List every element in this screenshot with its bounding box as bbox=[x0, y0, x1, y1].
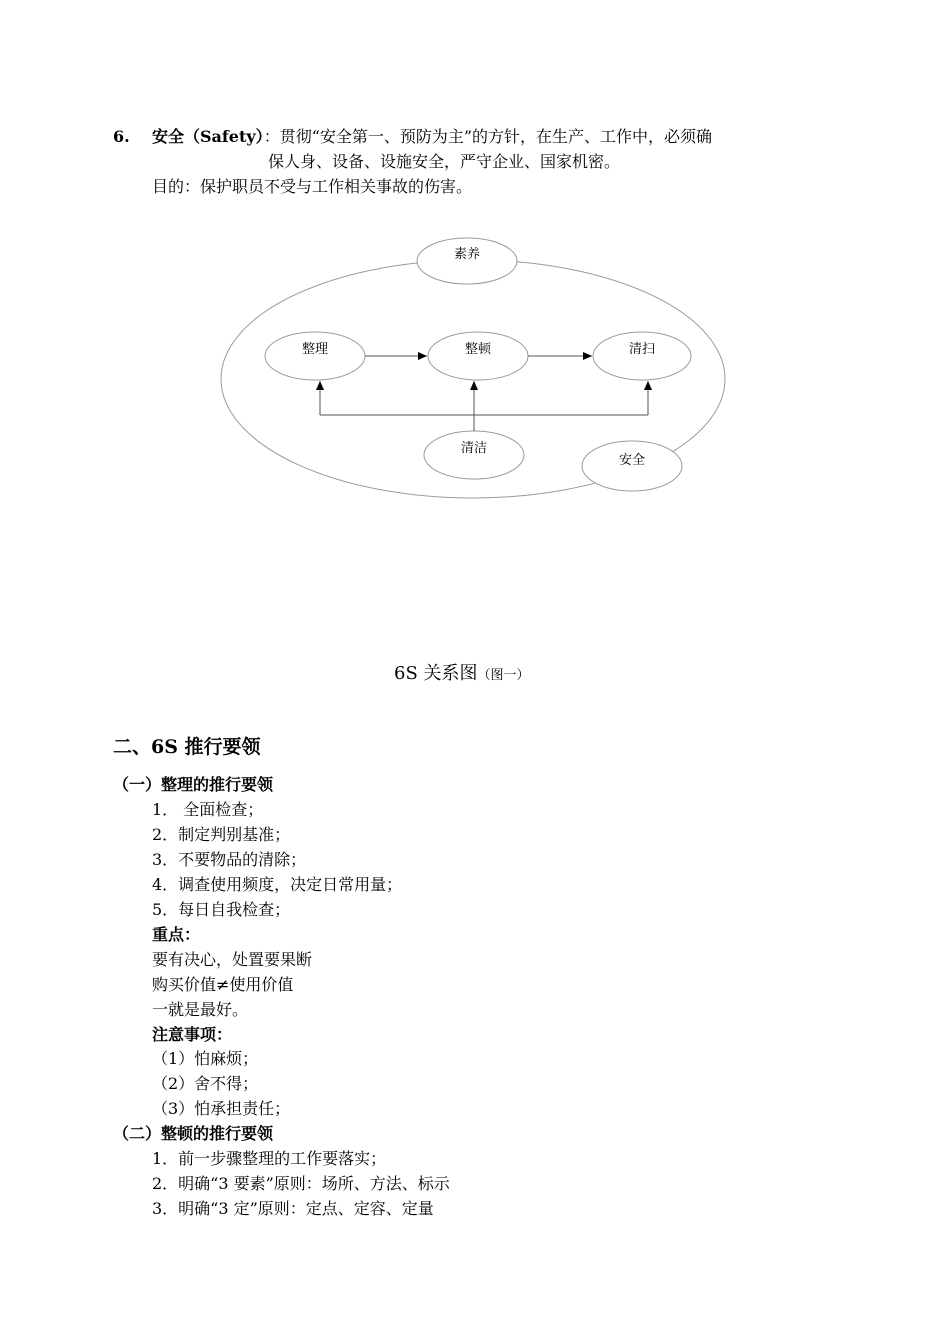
caption-sub: （图一） bbox=[477, 668, 530, 683]
section-desc-1: ：贯彻“安全第一、预防为主”的方针，在生产、工作中，必须确 bbox=[263, 127, 713, 146]
sub2-title: （二）整顿的推行要领 bbox=[113, 1124, 274, 1143]
sub1-item-1: 1． 全面检查； bbox=[152, 800, 264, 819]
label-anquan: 安全 bbox=[618, 453, 646, 468]
note-1: （1）怕麻烦； bbox=[152, 1049, 259, 1068]
6s-relationship-diagram bbox=[0, 0, 950, 620]
sub1-title: （一）整理的推行要领 bbox=[113, 775, 274, 794]
sub1-item-5: 5．每日自我检查； bbox=[152, 900, 291, 919]
sub1-item-3: 3．不要物品的清除； bbox=[152, 850, 307, 869]
sub1-item-2: 2．制定判别基准； bbox=[152, 825, 291, 844]
key-point-2: 购买价值≠使用价值 bbox=[152, 975, 294, 994]
sub2-item-1: 1．前一步骤整理的工作要落实； bbox=[152, 1149, 387, 1168]
label-qingjie: 清洁 bbox=[460, 441, 488, 456]
sub2-item-2: 2．明确“3 要素”原则：场所、方法、标示 bbox=[152, 1174, 450, 1193]
section-title: 安全（Safety） bbox=[152, 127, 264, 146]
caption-main: 6S 关系图 bbox=[394, 663, 478, 684]
key-point-1: 要有决心，处置要果断 bbox=[152, 950, 313, 969]
label-zhengdun: 整顿 bbox=[464, 342, 492, 357]
sub2-item-3: 3．明确“3 定”原则：定点、定容、定量 bbox=[152, 1199, 434, 1218]
part2-heading: 二、6S 推行要领 bbox=[113, 736, 261, 758]
note-2: （2）舍不得； bbox=[152, 1074, 259, 1093]
label-suyang: 素养 bbox=[453, 247, 481, 262]
section-number: 6. bbox=[113, 127, 130, 146]
section-purpose: 目的：保护职员不受与工作相关事故的伤害。 bbox=[152, 177, 473, 196]
section-desc-2: 保人身、设备、设施安全，严守企业、国家机密。 bbox=[268, 152, 621, 171]
sub1-item-4: 4．调查使用频度，决定日常用量； bbox=[152, 875, 403, 894]
note-3: （3）怕承担责任； bbox=[152, 1099, 291, 1118]
label-qingsao: 清扫 bbox=[628, 342, 656, 357]
notes-label: 注意事项： bbox=[152, 1025, 233, 1044]
diagram-caption bbox=[394, 662, 530, 688]
key-label: 重点： bbox=[152, 925, 201, 944]
label-zhengli: 整理 bbox=[301, 342, 329, 357]
key-point-3: 一就是最好。 bbox=[152, 1000, 249, 1019]
